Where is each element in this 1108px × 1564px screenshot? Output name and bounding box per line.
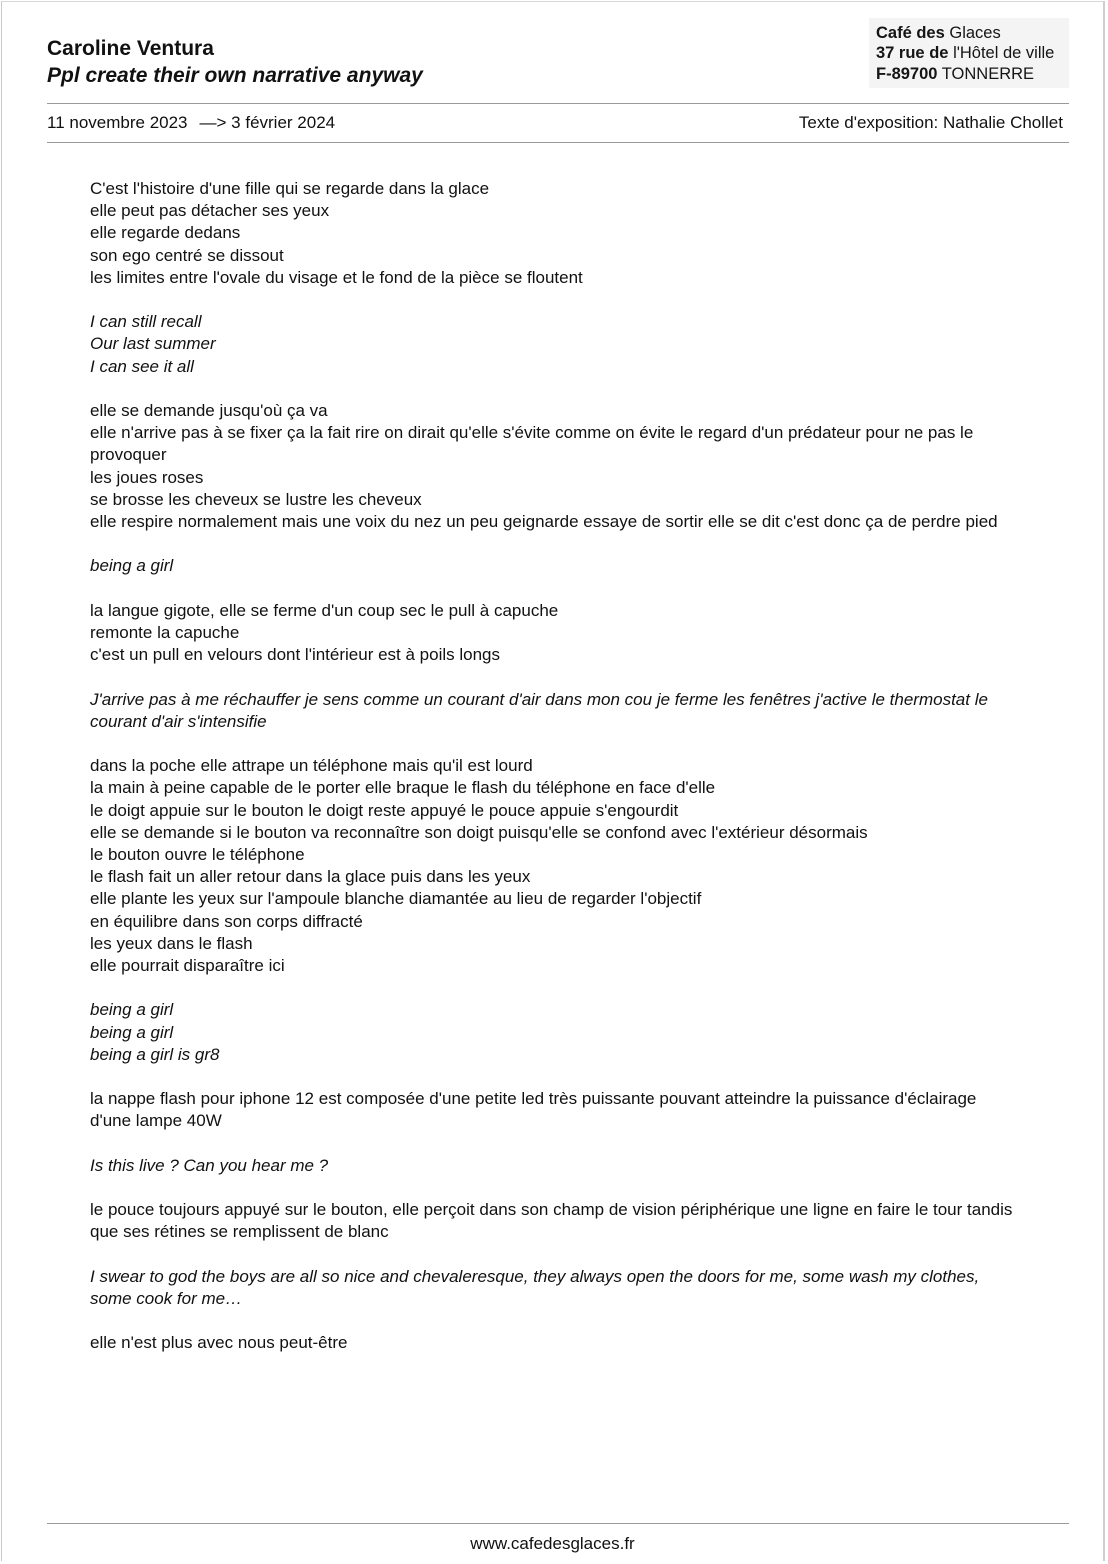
text-line: la main à peine capable de le porter elle braque le flash du téléphone en face d'elle [90, 778, 716, 798]
text-line: C'est l'histoire d'une fille qui se regarde dans la glace [90, 179, 490, 198]
text-line: Our last summer [90, 334, 216, 354]
text-line: being a girl [90, 556, 174, 576]
text-line: elle se demande jusqu'où ça va [90, 401, 328, 420]
venue-line-2 [876, 43, 1054, 63]
text-line: elle respire normalement mais une voix du nez un peu geignarde essaye de sortir elle se dit c'est donc ça de perdre pied [90, 512, 998, 532]
footer-divider [47, 1523, 1069, 1524]
exhibition-title: Ppl create their own narrative anyway [47, 64, 423, 87]
exhibition-text [90, 178, 1015, 1377]
text-line: remonte la capuche [90, 623, 240, 642]
exhibition-dates [47, 112, 335, 134]
text-line: elle se demande si le bouton va reconnaître son doigt puisqu'elle se confond avec l'extérieur désormais [90, 822, 868, 842]
italic-stanza [90, 999, 1015, 1066]
italic-stanza [90, 555, 1015, 577]
text-line: la langue gigote, elle se ferme d'un coup sec le pull à capuche [90, 600, 559, 620]
stanza [90, 1199, 1015, 1243]
text-line: les joues roses [90, 467, 204, 487]
text-line: dans la poche elle attrape un téléphone mais qu'il est lourd [90, 756, 533, 776]
text-line: le doigt appuie sur le bouton le doigt reste appuyé le pouce appuie s'engourdit [90, 800, 679, 820]
venue-street-bold: 37 rue de [876, 44, 949, 62]
venue-postcode: F-89700 [876, 65, 938, 83]
text-line: les yeux dans le flash [90, 933, 253, 953]
italic-stanza [90, 689, 1015, 733]
text-line: elle n'est plus avec nous peut-être [90, 1333, 348, 1353]
venue-line-1 [876, 23, 1001, 43]
text-line: J'arrive pas à me réchauffer je sens comme un courant d'air dans mon cou je ferme les fenêtres j'active le thermostat le courant d'air s'intensifie [90, 689, 988, 731]
venue-address [869, 18, 1069, 88]
text-line: le flash fait un aller retour dans la glace puis dans les yeux [90, 867, 531, 887]
venue-line-3 [876, 64, 1034, 84]
text-line: I can still recall [90, 312, 202, 332]
text-line: son ego centré se dissout [90, 245, 284, 265]
text-line: elle n'arrive pas à se fixer ça la fait rire on dirait qu'elle s'évite comme on évite le regard d'un prédateur pour ne pas le provoquer [90, 423, 974, 465]
text-line: c'est un pull en velours dont l'intérieur est à poils longs [90, 645, 501, 665]
text-line: le bouton ouvre le téléphone [90, 845, 305, 864]
text-line: I can see it all [90, 356, 194, 376]
text-line: being a girl [90, 1022, 174, 1042]
stanza [90, 1332, 1015, 1354]
date-start: 11 novembre 2023 [47, 113, 188, 132]
text-line: being a girl is gr8 [90, 1044, 220, 1064]
artist-name: Caroline Ventura [47, 37, 214, 60]
text-line: elle regarde dedans [90, 223, 241, 243]
text-line: en équilibre dans son corps diffracté [90, 911, 363, 931]
italic-stanza [90, 311, 1015, 378]
header-divider-top [47, 103, 1069, 104]
venue-name-rest: Glaces [949, 24, 1001, 42]
text-line: elle peut pas détacher ses yeux [90, 201, 330, 221]
venue-city: TONNERRE [941, 65, 1035, 83]
text-line: les limites entre l'ovale du visage et le fond de la pièce se floutent [90, 267, 583, 287]
italic-stanza [90, 1155, 1015, 1177]
text-line: se brosse les cheveux se lustre les cheveux [90, 489, 422, 509]
document-page [1, 1, 1105, 1561]
date-end: —> 3 février 2024 [199, 113, 336, 132]
text-line: I swear to god the boys are all so nice and chevaleresque, they always open the doors for me, some wash my clothes, some cook for me… [90, 1266, 980, 1308]
text-line: Is this live ? Can you hear me ? [90, 1155, 329, 1175]
venue-name-bold: Café des [876, 24, 945, 42]
venue-street-rest: l'Hôtel de ville [953, 44, 1055, 62]
stanza [90, 755, 1015, 977]
text-line: la nappe flash pour iphone 12 est composée d'une petite led très puissante pouvant atteindre la puissance d'éclairage d'une lampe 40W [90, 1089, 977, 1131]
header-divider-bottom [47, 142, 1069, 143]
stanza [90, 600, 1015, 667]
text-line: elle pourrait disparaître ici [90, 956, 285, 976]
text-line: elle plante les yeux sur l'ampoule blanche diamantée au lieu de regarder l'objectif [90, 889, 702, 909]
website-link[interactable]: www.cafedesglaces.fr [470, 1534, 635, 1553]
text-credit: Texte d'exposition: Nathalie Chollet [798, 113, 1063, 132]
italic-stanza [90, 1266, 1015, 1310]
stanza [90, 178, 1015, 289]
text-line: being a girl [90, 1000, 174, 1020]
stanza [90, 400, 1015, 533]
stanza [90, 1088, 1015, 1132]
text-line: le pouce toujours appuyé sur le bouton, elle perçoit dans son champ de vision périphérique une ligne en faire le tour tandis que ses rétines se remplissent de blanc [90, 1200, 1013, 1242]
